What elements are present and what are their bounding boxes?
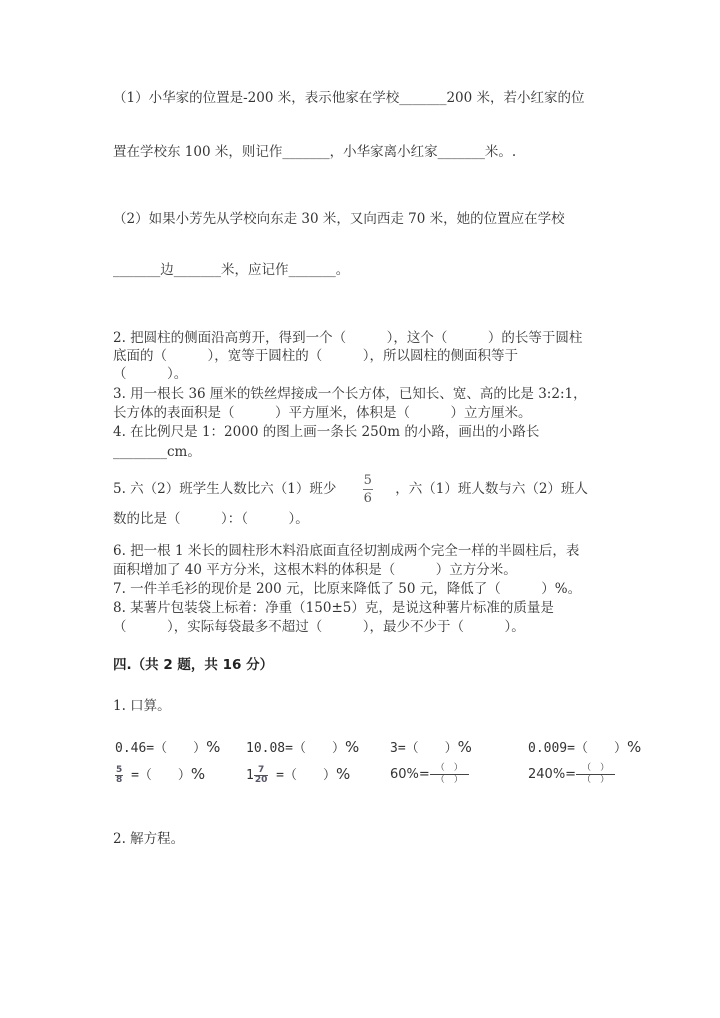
question-3-line-2: 长方体的表面积是（ ）平方厘米，体积是（ ）立方厘米。: [113, 405, 532, 421]
question-6-line-1: 6. 把一根 1 米长的圆柱形木料沿底面直径切割成两个完全一样的半圆柱后，表: [113, 543, 580, 559]
calc-item-7: 60%= $\frac{( )}{( )}$: [390, 764, 469, 785]
section-4-question-1-title: 1. 口算。: [113, 698, 171, 714]
question-5-text-b: ，六（1）班人数与六（2）班人: [395, 481, 588, 497]
calc-item-1: 0.46=（ ）%: [115, 738, 221, 756]
question-5-line-1: [113, 474, 588, 505]
question-4-line-2: ________cm。: [113, 444, 201, 460]
fraction-five-sixths: $\frac{5}{6}$: [363, 473, 372, 506]
calc-item-3: 3=（ ）%: [390, 738, 472, 756]
question-1-part-2-line-1: （2）如果小芳先从学校向东走 30 米，又向西走 70 米，她的位置应在学校: [113, 211, 565, 227]
question-5-line-2: 数的比是（ ）：（ ）。: [113, 511, 309, 527]
calc-item-2: 10.08=（ ）%: [246, 738, 360, 756]
question-1-part-1-line-2: 置在学校东 100 米，则记作_______，小华家离小红家_______米。.: [113, 144, 517, 160]
question-6-line-2: 面积增加了 40 平方分米，这根木料的体积是（ ）立方分米。: [113, 562, 517, 578]
calc-item-8: 240%= $\frac{( )}{( )}$: [528, 764, 615, 785]
question-2-line-3: （ ）。: [113, 366, 188, 382]
section-4-question-2-title: 2. 解方程。: [113, 831, 185, 847]
question-3-line-1: 3. 用一根长 36 厘米的铁丝焊接成一个长方体，已知长、宽、高的比是 3:2:1，: [113, 386, 587, 402]
question-8-line-2: （ ），实际每袋最多不超过（ ），最少不少于（ ）。: [113, 619, 525, 635]
calc-item-6: 1 $\frac{7}{20}$ =（ ）%: [246, 765, 351, 785]
calc-item-4: 0.009=（ ）%: [528, 738, 642, 756]
blank-fraction: $\frac{( )}{( )}$: [430, 764, 469, 785]
question-7-line-1: 7. 一件羊毛衫的现价是 200 元，比原来降低了 50 元，降低了（ ）%。: [113, 581, 582, 597]
blank-fraction: $\frac{( )}{( )}$: [576, 764, 615, 785]
fraction-five-eighths: $\frac{5}{8}$: [116, 765, 123, 785]
question-4-line-1: 4. 在比例尺是 1：2000 的图上画一条长 250m 的小路，画出的小路长: [113, 424, 540, 440]
question-2-line-2: 底面的（ ），宽等于圆柱的（ ），所以圆柱的侧面积等于: [113, 348, 518, 364]
section-4-heading: 四.（共 2 题，共 16 分）: [113, 657, 274, 673]
question-2-line-1: 2. 把圆柱的侧面沿高剪开，得到一个（ ），这个（ ）的长等于圆柱: [113, 330, 583, 346]
question-5-text-a: 5. 六（2）班学生人数比六（1）班少: [113, 481, 337, 497]
calc-item-5: $\frac{5}{8}$ =（ ）%: [116, 765, 206, 785]
fraction-seven-twentieths: $\frac{7}{20}$: [254, 765, 268, 785]
question-1-part-1-line-1: （1）小华家的位置是-200 米，表示他家在学校_______200 米，若小红家的位: [113, 90, 585, 106]
question-8-line-1: 8. 某薯片包装袋上标着：净重（150±5）克，是说这种薯片标准的质量是: [113, 600, 554, 616]
question-1-part-2-line-2: _______边_______米，应记作_______。: [113, 262, 350, 278]
